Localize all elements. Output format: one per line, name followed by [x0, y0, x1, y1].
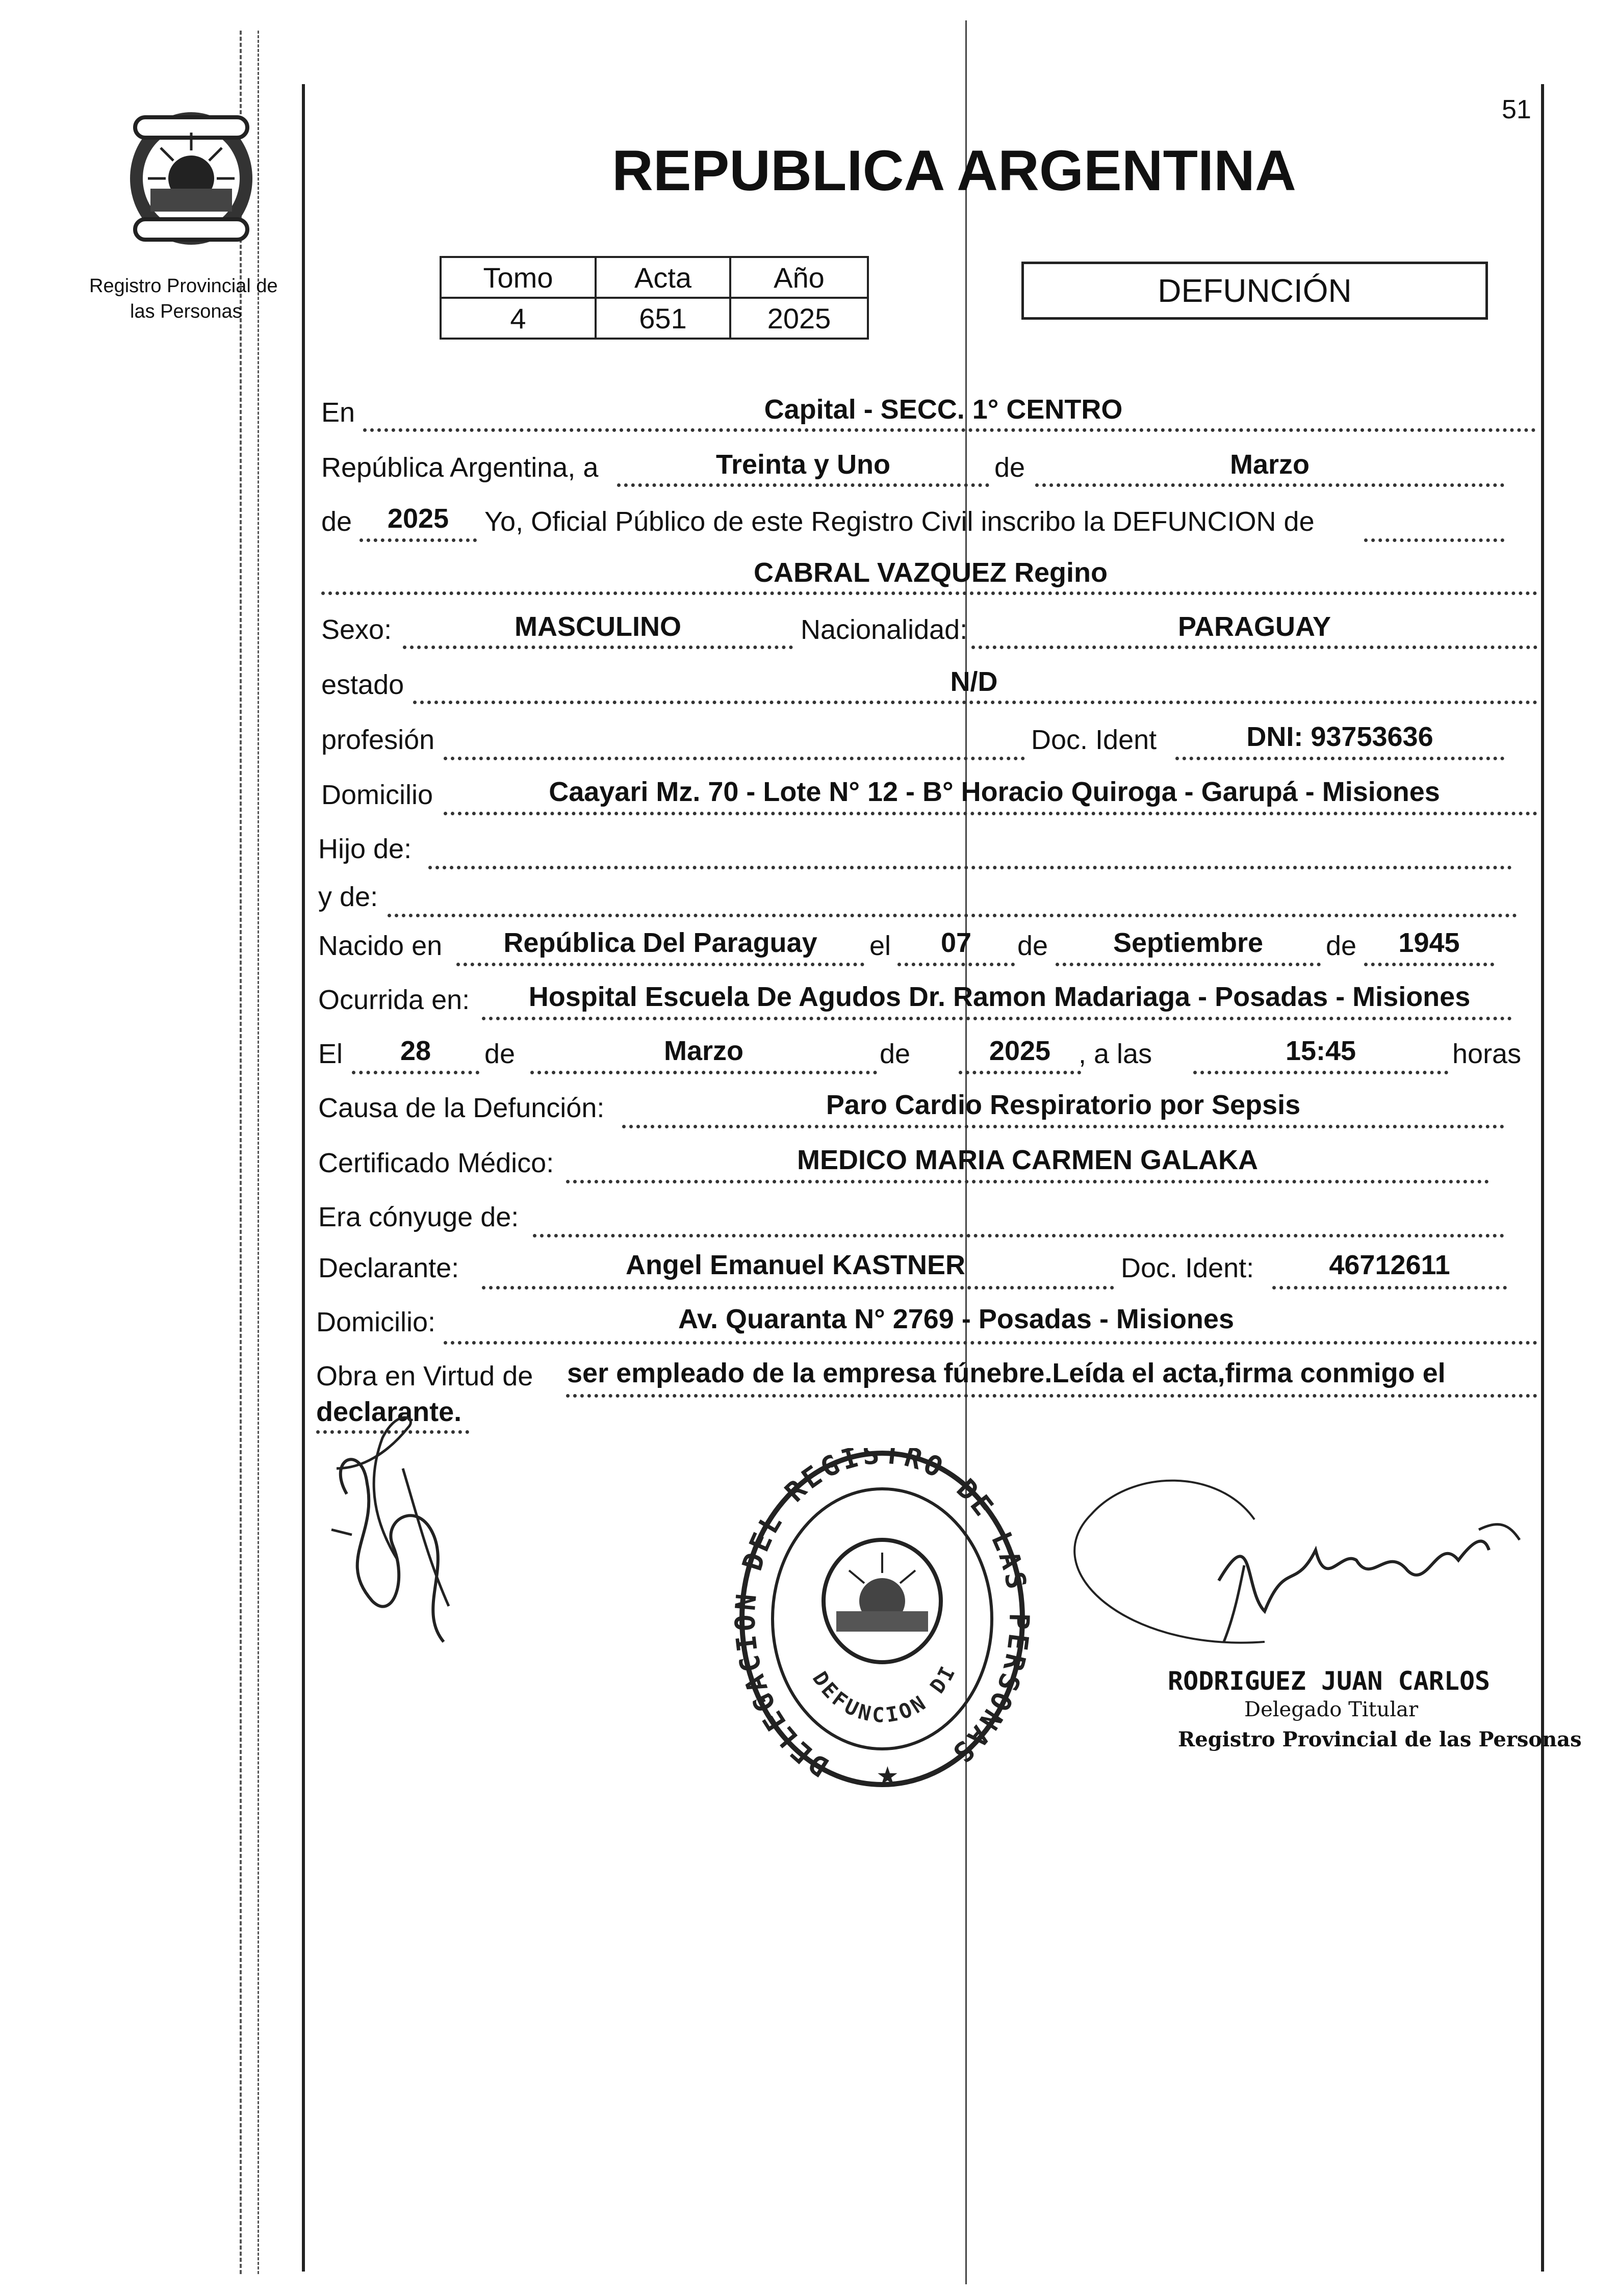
nombre-line: [321, 591, 1537, 595]
nacido-mes-line: [1056, 963, 1321, 966]
nacido-lugar-line: [456, 963, 864, 966]
obra-value-1: ser empleado de la empresa fúnebre.Leída el acta,firma conmigo el: [567, 1358, 1446, 1388]
signatory-name: RODRIGUEZ JUAN CARLOS: [1168, 1666, 1491, 1696]
doc-ident-value: DNI: 93753636: [1246, 721, 1433, 752]
acta-value: 651: [596, 298, 730, 339]
fecha-label: República Argentina, a: [321, 452, 599, 483]
estado-value: N/D: [950, 666, 998, 697]
obra-label: Obra en Virtud de: [316, 1361, 533, 1391]
nacido-label: Nacido en: [318, 931, 443, 961]
stamp-ring-text: DELEGAC DEL REGISTRO DE LAS RSONAS: [734, 1448, 1030, 1783]
el-mes-line: [530, 1071, 877, 1074]
profesion-line: [444, 757, 1025, 760]
fecha-dia: Treinta y Uno: [715, 449, 891, 480]
stamp-inner-text: DEFUNCION DI: [807, 1660, 961, 1727]
nacido-lugar: República Del Paraguay: [503, 927, 817, 958]
stamp-seal-icon: [824, 1540, 941, 1662]
el-dia: 28: [400, 1036, 431, 1066]
sexo-line: [403, 646, 793, 649]
estado-line: [413, 701, 1537, 704]
fecha-mes-line: [1035, 483, 1504, 487]
el-de1: de: [484, 1039, 516, 1069]
profesion-label: profesión: [321, 725, 435, 755]
domicilio-line: [444, 812, 1537, 815]
en-line: [363, 428, 1536, 432]
tomo-value: 4: [441, 298, 596, 339]
sexo-label: Sexo:: [321, 614, 392, 645]
el-label: El: [318, 1039, 343, 1069]
logo-caption-line1: Registro Provincial de: [89, 275, 278, 297]
nacido-el: el: [869, 931, 891, 961]
anio-line: [360, 538, 477, 542]
anio-header: Año: [730, 257, 868, 298]
official-stamp: [734, 1448, 1030, 1795]
declarante-doc-line: [1272, 1286, 1507, 1289]
certificado-value: MEDICO MARIA CARMEN GALAKA: [797, 1145, 1258, 1175]
deceased-name: CABRAL VAZQUEZ Regino: [754, 557, 1108, 588]
nacido-mes: Septiembre: [1113, 927, 1264, 958]
nacido-de1: de: [1017, 931, 1048, 961]
el-alas: , a las: [1079, 1039, 1152, 1069]
anio-de-label: de: [321, 506, 352, 537]
reference-table: [440, 256, 869, 340]
obra-value-2: declarante.: [316, 1397, 462, 1427]
anio-tail-line: [1364, 538, 1504, 542]
page-number: 51: [1502, 95, 1531, 124]
declarant-signature: [316, 1366, 479, 1652]
official-signature: [1050, 1458, 1540, 1652]
el-hora-line: [1193, 1071, 1448, 1074]
nacido-dia: 07: [940, 927, 972, 958]
el-de2: de: [880, 1039, 911, 1069]
el-anio-line: [959, 1071, 1081, 1074]
right-margin-line: [1541, 84, 1544, 2272]
nacionalidad-line: [971, 646, 1537, 649]
stamp-star-icon: ★: [876, 1762, 899, 1790]
hijo-label: Hijo de:: [318, 834, 412, 864]
document-title: REPUBLICA ARGENTINA: [612, 139, 1296, 202]
conyuge-label: Era cónyuge de:: [318, 1202, 519, 1232]
domicilio2-line: [444, 1341, 1537, 1345]
causa-label: Causa de la Defunción:: [318, 1093, 605, 1123]
el-dia-line: [352, 1071, 479, 1074]
causa-value: Paro Cardio Respiratorio por Sepsis: [826, 1090, 1301, 1120]
declarante-line: [482, 1286, 1114, 1289]
el-horas: horas: [1452, 1039, 1522, 1069]
nacido-anio: 1945: [1398, 927, 1460, 958]
anio-value: 2025: [730, 298, 868, 339]
nacionalidad-value: PARAGUAY: [1177, 611, 1331, 642]
conyuge-line: [533, 1234, 1504, 1237]
anio-texto: Yo, Oficial Público de este Registro Civil inscribo la DEFUNCION de: [484, 506, 1315, 537]
fecha-mes: Marzo: [1229, 449, 1310, 480]
hijo-line: [428, 866, 1512, 869]
el-anio: 2025: [989, 1036, 1051, 1066]
declarante-label: Declarante:: [318, 1253, 459, 1283]
certificado-label: Certificado Médico:: [318, 1148, 554, 1178]
en-value: Capital - SECC. 1° CENTRO: [764, 394, 1123, 425]
signatory-title: Delegado Titular: [1244, 1698, 1419, 1721]
fecha-de: de: [994, 452, 1025, 483]
nacido-dia-line: [897, 963, 1015, 966]
nacido-anio-line: [1364, 963, 1494, 966]
anio-value: 2025: [387, 503, 449, 534]
ocurrida-line: [482, 1017, 1512, 1020]
nacionalidad-label: Nacionalidad:: [801, 614, 968, 645]
el-mes: Marzo: [663, 1036, 743, 1066]
signatory-office: Registro Provincial de las Personas: [1178, 1727, 1582, 1751]
binding-perforation: [240, 31, 242, 2274]
en-label: En: [321, 397, 355, 428]
logo-caption-line2: las Personas: [130, 301, 242, 322]
acta-header: Acta: [596, 257, 730, 298]
doc-ident-line: [1175, 757, 1504, 760]
sexo-value: MASCULINO: [515, 611, 681, 642]
declarante-doc-label: Doc. Ident:: [1121, 1253, 1254, 1283]
ocurrida-value: Hospital Escuela De Agudos Dr. Ramon Madariaga - Posadas - Misiones: [528, 982, 1471, 1012]
domicilio2-label: Domicilio:: [316, 1307, 436, 1337]
tomo-header: Tomo: [441, 257, 596, 298]
province-logo: [115, 102, 268, 255]
domicilio-value: Caayari Mz. 70 - Lote N° 12 - B° Horacio Quiroga - Garupá - Misiones: [549, 777, 1440, 807]
binding-perforation-2: [258, 31, 259, 2274]
left-margin-line: [302, 84, 305, 2272]
nacido-de2: de: [1326, 931, 1357, 961]
certificado-line: [566, 1180, 1489, 1183]
fecha-dia-line: [617, 483, 989, 487]
estado-label: estado: [321, 669, 404, 700]
yde-line: [388, 914, 1517, 917]
province-seal-icon: [115, 102, 268, 255]
domicilio-label: Domicilio: [321, 780, 433, 810]
domicilio2-value: Av. Quaranta N° 2769 - Posadas - Misiones: [678, 1304, 1234, 1334]
declarante-doc-value: 46712611: [1329, 1250, 1450, 1280]
causa-line: [622, 1125, 1504, 1128]
obra-line: [566, 1394, 1537, 1398]
declarante-value: Angel Emanuel KASTNER: [625, 1250, 966, 1280]
el-hora: 15:45: [1285, 1036, 1356, 1066]
doc-ident-label: Doc. Ident: [1031, 725, 1157, 755]
record-type-box: DEFUNCIÓN: [1021, 262, 1488, 320]
yde-label: y de:: [318, 882, 378, 912]
ocurrida-label: Ocurrida en:: [318, 985, 470, 1015]
